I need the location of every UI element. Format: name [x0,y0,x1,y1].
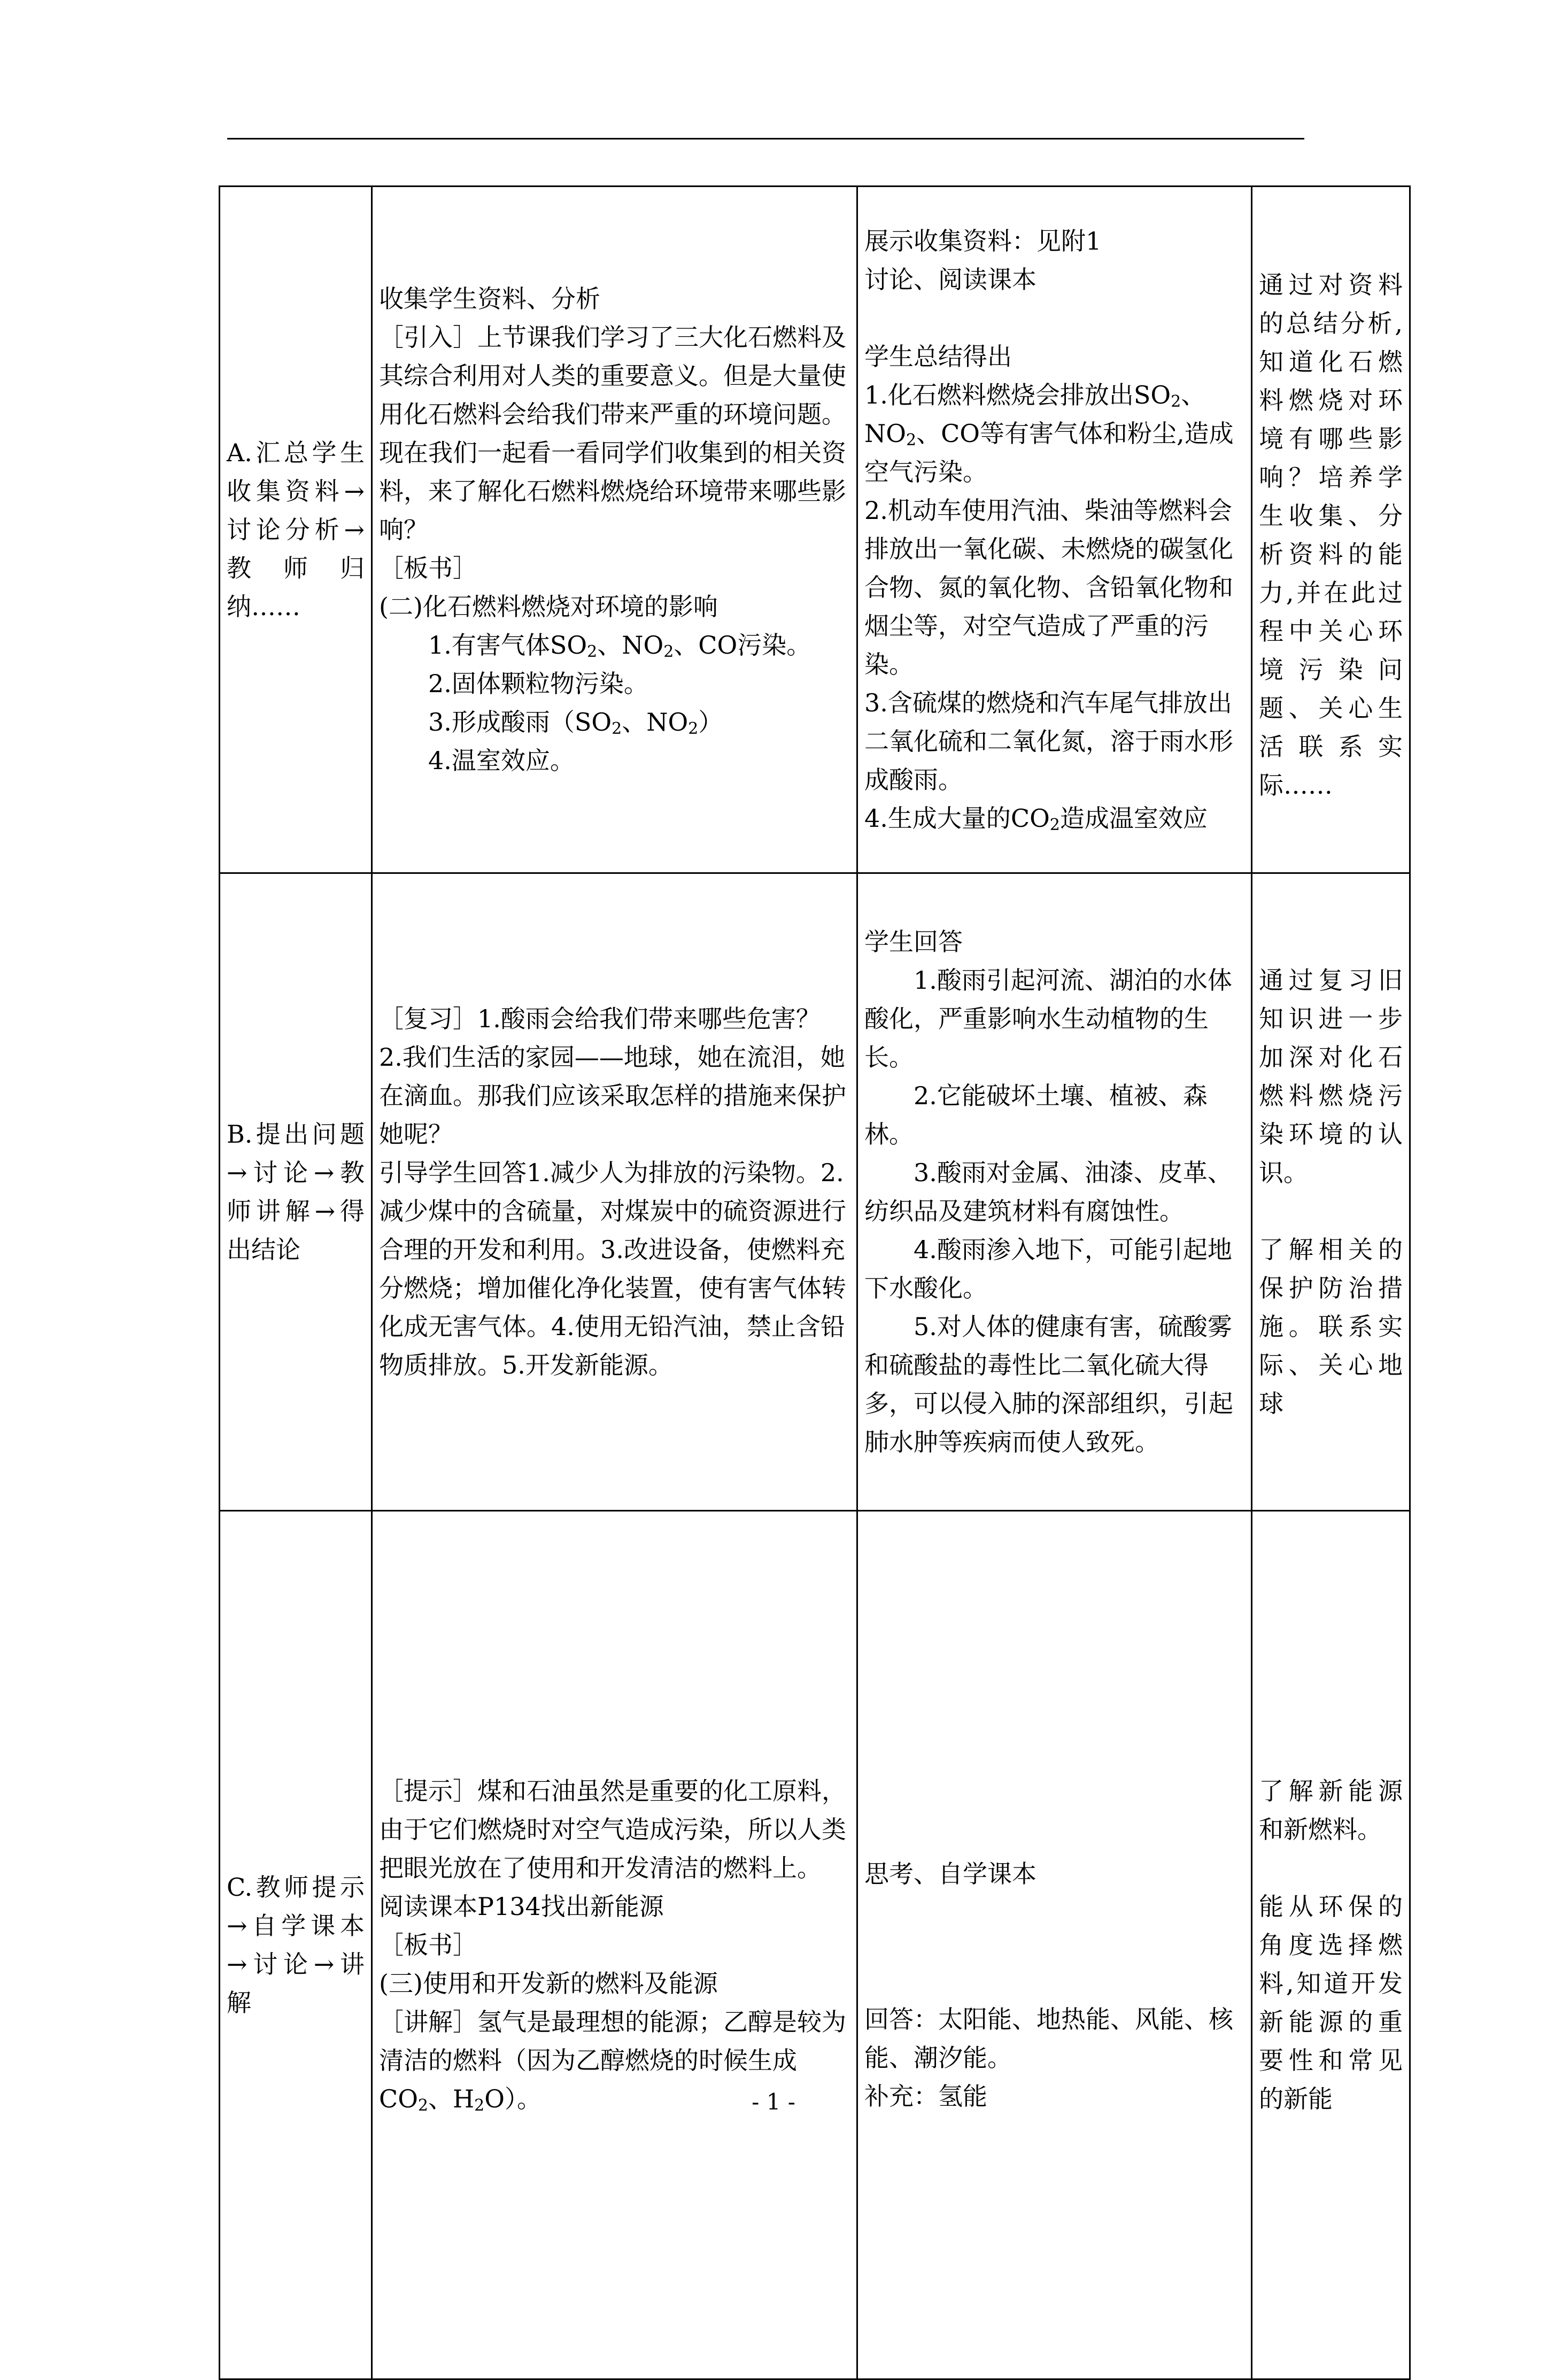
student-point: 5.对人体的健康有害，硫酸雾和硫酸盐的毒性比二氧化硫大得多，可以侵入肺的深部组织，引起肺水肿等疾病而使人致死。 [864,1312,1233,1456]
student-point: 2.它能破坏土壤、植被、森林。 [864,1081,1208,1149]
design-intent-cell [1252,873,1410,1511]
student-activity-cell [857,187,1252,873]
teacher-text: ［引入］上节课我们学习了三大化石燃料及其综合利用对人类的重要意义。但是大量使用化石燃料会给我们带来严重的环境问题。 [379,323,846,429]
student-point: 4.生成大量的$CO_2$造成温室效应 [864,804,1208,834]
teacher-activity-cell [372,873,857,1511]
header-rule [227,138,1304,139]
intent-text: 通过对资料的总结分析,知道化石燃料燃烧对环境有哪些影响？培养学生收集、分析资料的能力,并在此过程中关心环境污染问题、关心生活联系实际…… [1259,270,1403,800]
student-text: 回答：太阳能、地热能、风能、核能、潮汐能。 [864,2005,1233,2072]
teacher-text: 收集学生资料、分析 [379,284,600,313]
student-point: 3.含硫煤的燃烧和汽车尾气排放出二氧化硫和二氧化氮，溶于雨水形成酸雨。 [864,688,1233,794]
student-text: 学生总结得出 [864,342,1012,371]
design-intent-cell [1252,187,1410,873]
teacher-activity-cell [372,187,857,873]
intent-text: 能从环保的角度选择燃料,知道开发新能源的重要性和常见的新能 [1259,1892,1403,2113]
teacher-text: ［复习］1.酸雨会给我们带来哪些危害？ [379,1004,821,1033]
student-text: 思考、自学课本 [864,1859,1037,1888]
student-text: 补充：氢能 [864,2082,987,2111]
teacher-text: ［提示］煤和石油虽然是重要的化工原料，由于它们燃烧时对空气造成污染，所以人类把眼光放在了使用和开发清洁的燃料上。 [379,1777,846,1882]
board-label: ［板书］ [379,1931,477,1959]
table-row [220,1511,1410,2379]
step-cell [220,187,372,873]
page-number: - 1 - [752,2089,795,2115]
step-text: B.提出问题→讨论→教师讲解→得出结论 [227,1120,365,1264]
table-row [220,187,1410,873]
lesson-plan-table [219,185,1411,2380]
board-label: ［板书］ [379,554,477,583]
board-heading: (二)化石燃料燃烧对环境的影响 [379,592,718,621]
student-point: 2.机动车使用汽油、柴油等燃料会排放出一氧化碳、未燃烧的碳氢化合物、氮的氧化物、含铅氧化物和烟尘等，对空气造成了严重的污染。 [864,496,1233,679]
teacher-activity-cell [372,1511,857,2379]
step-text: A.汇总学生收集资料→讨论分析→教师归纳…… [227,438,365,621]
teacher-text: 现在我们一起看一看同学们收集到的相关资料，来了解化石燃料燃烧给环境带来哪些影响？ [379,438,846,544]
intent-text: 通过复习旧知识进一步加深对化石燃料燃烧污染环境的认识。 [1259,966,1403,1187]
step-text: C.教师提示→自学课本→讨论→讲解 [227,1873,365,2017]
board-item: 4.温室效应。 [428,746,575,775]
teacher-text: 2.我们生活的家园——地球，她在流泪，她在滴血。那我们应该采取怎样的措施来保护她呢？ [379,1043,846,1149]
step-cell [220,1511,372,2379]
board-heading: (三)使用和开发新的燃料及能源 [379,1969,718,1998]
student-text: 讨论、阅读课本 [864,265,1037,294]
student-point: 3.酸雨对金属、油漆、皮革、纺织品及建筑材料有腐蚀性。 [864,1158,1232,1226]
intent-text: 了解相关的保护防治措施。联系实际、关心地球 [1259,1235,1403,1418]
student-text: 学生回答 [864,927,963,956]
board-item: 3.形成酸雨（$SO_2$、$NO_2$） [428,708,723,738]
student-point: 1.酸雨引起河流、湖泊的水体酸化，严重影响水生动植物的生长。 [864,966,1232,1072]
board-item: 1.有害气体$SO_2$、$NO_2$、CO污染。 [428,631,811,661]
student-activity-cell [857,1511,1252,2379]
student-point: 4.酸雨渗入地下，可能引起地下水酸化。 [864,1235,1232,1303]
intent-text: 了解新能源和新燃料。 [1259,1777,1403,1844]
table-row [220,873,1410,1511]
teacher-text: ［讲解］氢气是最理想的能源；乙醇是较为清洁的燃料（因为乙醇燃烧的时候生成$CO_2$、$H_2O$）。 [379,2007,846,2115]
design-intent-cell [1252,1511,1410,2379]
student-point: 1.化石燃料燃烧会排放出$SO_2$、$NO_2$、CO等有害气体和粉尘,造成空气污染。 [864,381,1234,486]
teacher-text: 阅读课本P134找出新能源 [379,1892,664,1921]
student-activity-cell [857,873,1252,1511]
board-item: 2.固体颗粒物污染。 [428,669,648,698]
teacher-text: 引导学生回答1.减少人为排放的污染物。2.减少煤中的含硫量，对煤炭中的硫资源进行合理的开发和利用。3.改进设备，使燃料充分燃烧；增加催化净化装置，使有害气体转化成无害气体。4.使用无铅汽油，禁止含铅物质排放。5.开发新能源。 [379,1158,846,1379]
student-text: 展示收集资料：见附1 [864,227,1102,255]
step-cell [220,873,372,1511]
